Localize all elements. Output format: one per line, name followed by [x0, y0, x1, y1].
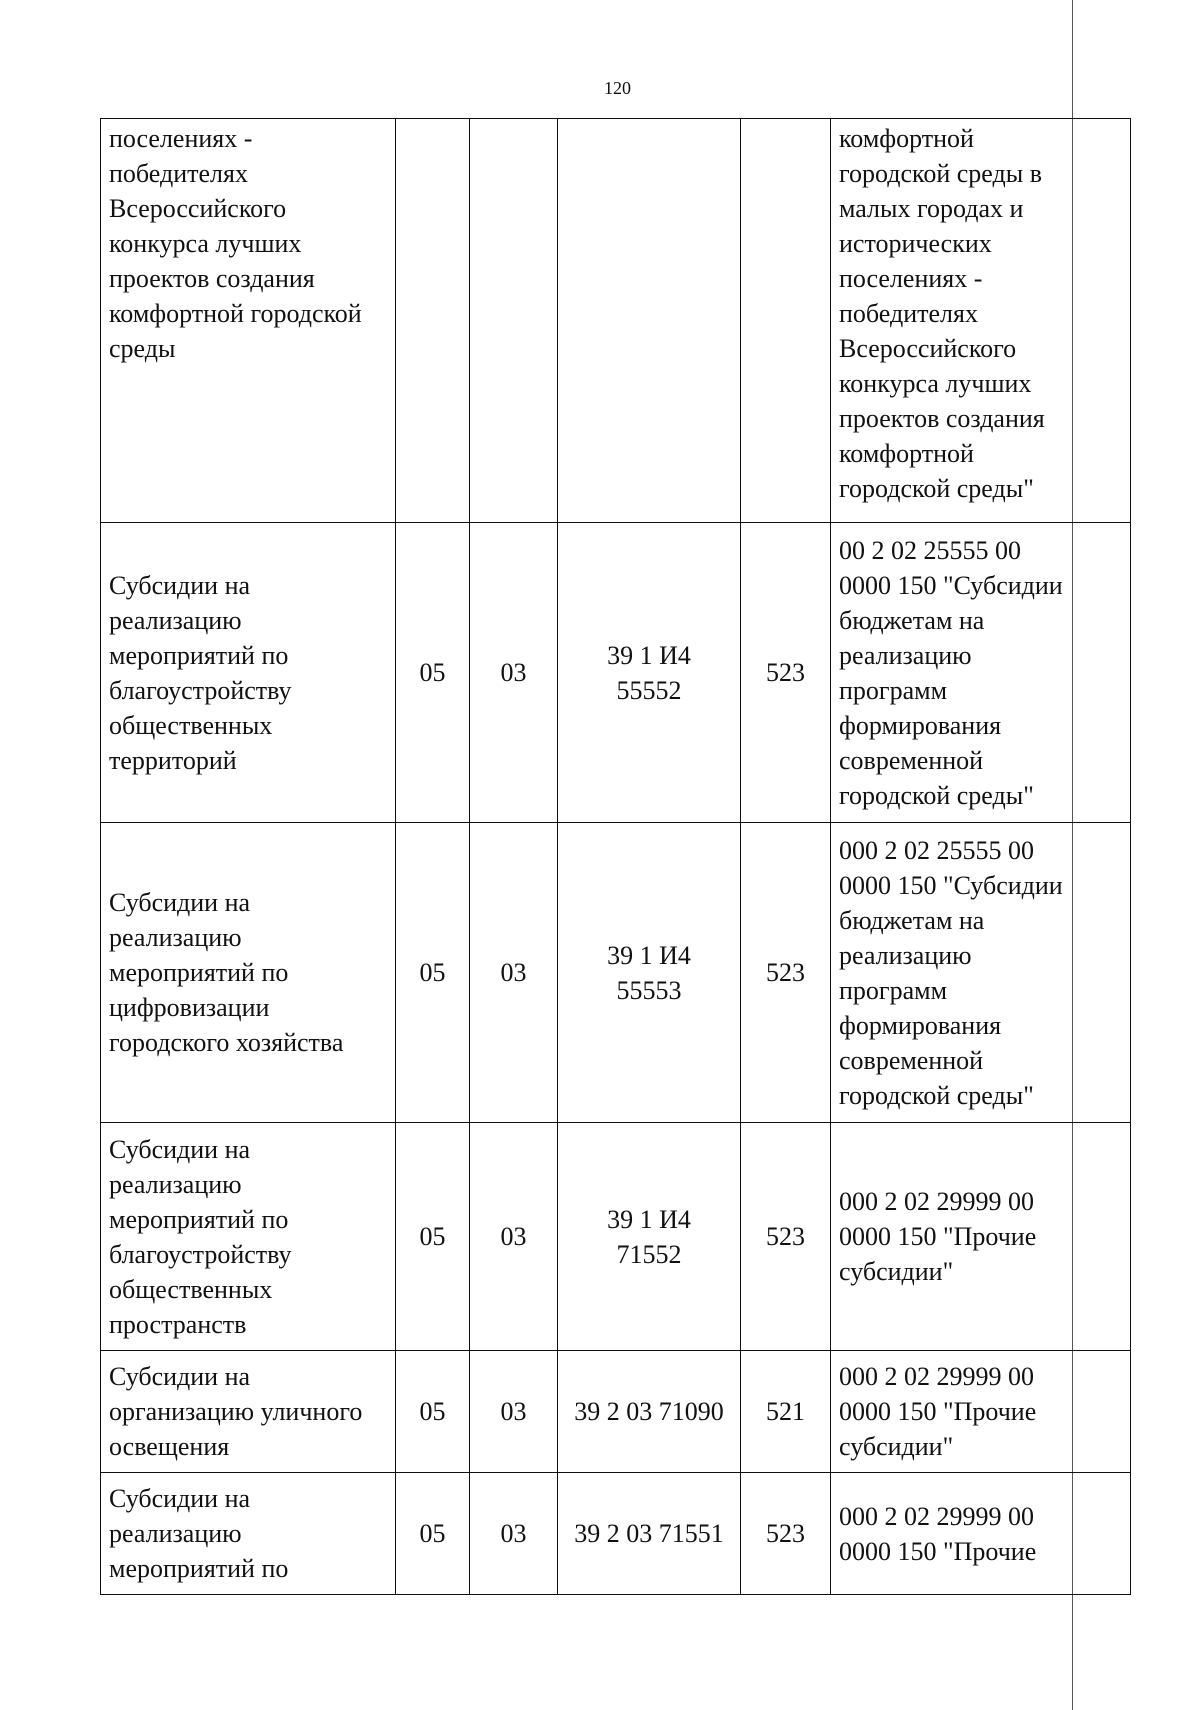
expense-type-cell: 523: [741, 523, 831, 823]
subsection-cell: 03: [470, 523, 558, 823]
table-row: [101, 119, 1131, 523]
table-row: [101, 1123, 1131, 1351]
expense-name-cell: Субсидии на реализацию мероприятий по: [101, 1473, 396, 1595]
target-article-cell: 39 2 03 71551: [558, 1473, 741, 1595]
section-cell: 05: [396, 1351, 470, 1473]
section-cell: 05: [396, 1473, 470, 1595]
target-article-cell: 39 2 03 71090: [558, 1351, 741, 1473]
expense-name-cell: поселениях - победителях Всероссийского конкурса лучших проектов создания комфортной городской среды: [101, 119, 396, 523]
expense-name-cell: Субсидии на реализацию мероприятий по благоустройству общественных пространств: [101, 1123, 396, 1351]
page-number: 120: [604, 78, 631, 98]
revenue-code-cell: 000 2 02 29999 00 0000 150 "Прочие субсидии": [831, 1351, 1131, 1473]
revenue-code-cell: 00 2 02 25555 00 0000 150 "Субсидии бюджетам на реализацию программ формирования современной городской среды": [831, 523, 1131, 823]
target-article-cell: 39 1 И4 55553: [558, 823, 741, 1123]
section-cell: 05: [396, 523, 470, 823]
revenue-code-cell: комфортной городской среды в малых городах и исторических поселениях - победителях Всероссийского конкурса лучших проектов создания комфортной городской среды": [831, 119, 1131, 523]
subsection-cell: 03: [470, 1473, 558, 1595]
section-cell: [396, 119, 470, 523]
table-row: [101, 823, 1131, 1123]
expense-type-cell: 521: [741, 1351, 831, 1473]
expense-name-cell: Субсидии на реализацию мероприятий по цифровизации городского хозяйства: [101, 823, 396, 1123]
subsection-cell: [470, 119, 558, 523]
table-row: [101, 1473, 1131, 1595]
expense-type-cell: [741, 119, 831, 523]
table-row: [101, 523, 1131, 823]
section-cell: 05: [396, 1123, 470, 1351]
expense-type-cell: 523: [741, 823, 831, 1123]
revenue-code-cell: 000 2 02 25555 00 0000 150 "Субсидии бюджетам на реализацию программ формирования современной городской среды": [831, 823, 1131, 1123]
revenue-code-cell: 000 2 02 29999 00 0000 150 "Прочие: [831, 1473, 1131, 1595]
budget-table: [100, 118, 1131, 1595]
table-row: [101, 1351, 1131, 1473]
expense-type-cell: 523: [741, 1473, 831, 1595]
expense-name-cell: Субсидии на организацию уличного освещения: [101, 1351, 396, 1473]
target-article-cell: 39 1 И4 71552: [558, 1123, 741, 1351]
target-article-cell: [558, 119, 741, 523]
expense-type-cell: 523: [741, 1123, 831, 1351]
subsection-cell: 03: [470, 1351, 558, 1473]
revenue-code-cell: 000 2 02 29999 00 0000 150 "Прочие субсидии": [831, 1123, 1131, 1351]
expense-name-cell: Субсидии на реализацию мероприятий по благоустройству общественных территорий: [101, 523, 396, 823]
section-cell: 05: [396, 823, 470, 1123]
target-article-cell: 39 1 И4 55552: [558, 523, 741, 823]
subsection-cell: 03: [470, 1123, 558, 1351]
subsection-cell: 03: [470, 823, 558, 1123]
